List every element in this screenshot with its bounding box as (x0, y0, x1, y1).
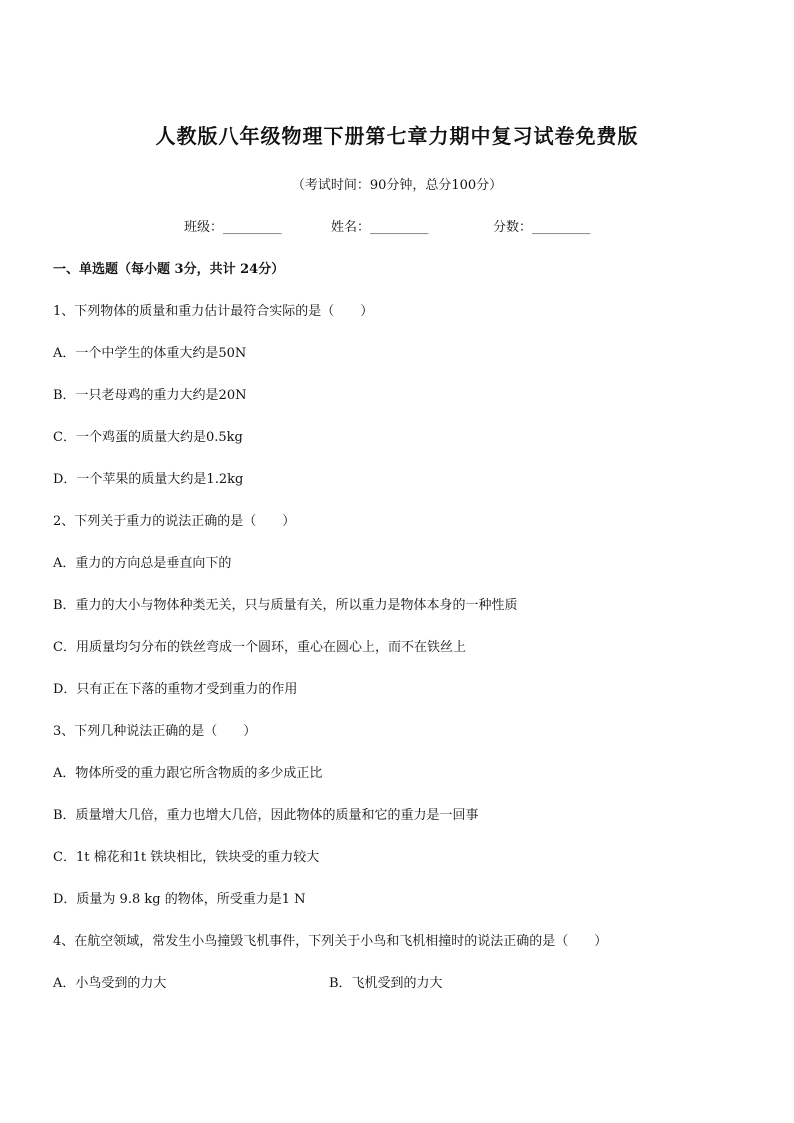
question-2-option-d: D．只有正在下落的重物才受到重力的作用 (53, 682, 298, 697)
score-blank: _________ (532, 220, 591, 235)
question-3-option-d: D．质量为 9.8 kg 的物体，所受重力是1 N (53, 892, 306, 907)
question-2-option-b: B．重力的大小与物体种类无关，只与质量有关，所以重力是物体本身的一种性质 (53, 598, 518, 613)
name-blank: _________ (370, 220, 429, 235)
question-1-option-b: B．一只老母鸡的重力大约是20N (53, 388, 247, 403)
question-2-stem: 2、下列关于重力的说法正确的是（ ） (53, 514, 296, 529)
question-3-option-a: A．物体所受的重力跟它所含物质的多少成正比 (53, 766, 323, 781)
exam-time-info: （考试时间：90分钟，总分100分） (291, 178, 503, 193)
question-3-stem: 3、下列几种说法正确的是（ ） (53, 724, 257, 739)
question-3-option-c: C．1t 棉花和1t 铁块相比，铁块受的重力较大 (53, 850, 320, 865)
class-blank: _________ (223, 220, 282, 235)
name-label: 姓名： (331, 220, 371, 235)
question-2-option-a: A．重力的方向总是垂直向下的 (53, 556, 232, 571)
name-field (331, 216, 429, 235)
class-label: 班级： (184, 220, 224, 235)
question-2-option-c: C．用质量均匀分布的铁丝弯成一个圆环，重心在圆心上，而不在铁丝上 (53, 640, 466, 655)
question-1-option-c: C．一个鸡蛋的质量大约是0.5kg (53, 430, 243, 445)
question-4-option-a: A．小鸟受到的力大 (53, 976, 167, 991)
question-4-stem: 4、在航空领域，常发生小鸟撞毁飞机事件，下列关于小鸟和飞机相撞时的说法正确的是（ ） (53, 934, 608, 949)
question-1-option-d: D．一个苹果的质量大约是1.2kg (53, 472, 244, 487)
question-1-stem: 1、下列物体的质量和重力估计最符合实际的是（ ） (53, 304, 374, 319)
question-1-option-a: A．一个中学生的体重大约是50N (53, 346, 247, 361)
score-field (493, 216, 591, 235)
section-heading: 一、单选题（每小题 3分，共计 24分） (53, 262, 285, 277)
exam-title: 人教版八年级物理下册第七章力期中复习试卷免费版 (155, 124, 639, 148)
question-4-option-b: B．飞机受到的力大 (329, 976, 443, 991)
question-3-option-b: B．质量增大几倍，重力也增大几倍，因此物体的质量和它的重力是一回事 (53, 808, 479, 823)
score-label: 分数： (493, 220, 533, 235)
class-field (184, 216, 282, 235)
